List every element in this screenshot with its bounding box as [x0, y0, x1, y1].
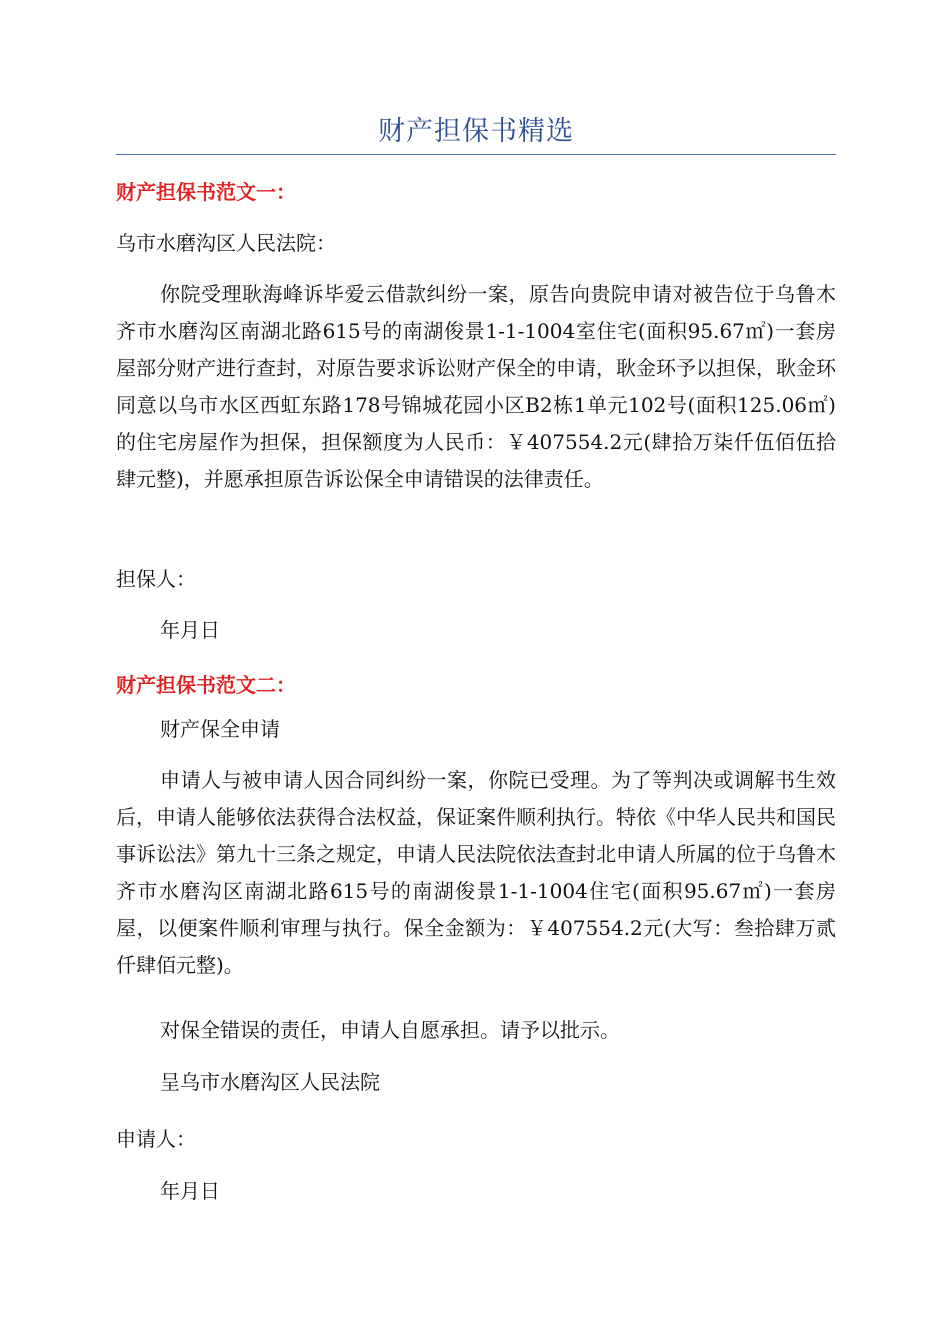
section2-addressee: 呈乌市水磨沟区人民法院	[160, 1070, 380, 1094]
section2-heading: 财产担保书范文二：	[116, 673, 296, 697]
section2-date-label: 年月日	[160, 1179, 220, 1203]
section2-body: 申请人与被申请人因合同纠纷一案，你院已受理。为了等判决或调解书生效后，申请人能够依法获得合法权益，保证案件顺利执行。特依《中华人民共和国民事诉讼法》第九十三条之规定，申请人民法院依法查封北申请人所属的位于乌鲁木齐市水磨沟区南湖北路615号的南湖俊景1-1-1004住宅(面积95.67㎡)一套房屋，以便案件顺利审理与执行。保全金额为：￥407554.2元(大写：叁拾肆万贰仟肆佰元整)。	[116, 768, 836, 977]
section1-body: 你院受理耿海峰诉毕爱云借款纠纷一案，原告向贵院申请对被告位于乌鲁木齐市水磨沟区南湖北路615号的南湖俊景1-1-1004室住宅(面积95.67㎡)一套房屋部分财产进行查封，对原告要求诉讼财产保全的申请，耿金环予以担保，耿金环同意以乌市水区西虹东路178号锦城花园小区B2栋1单元102号(面积125.06㎡)的住宅房屋作为担保，担保额度为人民币：￥407554.2元(肆拾万柒仟伍佰伍拾肆元整)，并愿承担原告诉讼保全申请错误的法律责任。	[116, 282, 836, 491]
section1-date-label: 年月日	[160, 618, 220, 642]
section2-responsibility: 对保全错误的责任，申请人自愿承担。请予以批示。	[160, 1018, 620, 1042]
title-divider	[116, 154, 836, 155]
guarantor-label: 担保人：	[116, 567, 196, 591]
document-title: 财产担保书精选	[378, 116, 574, 147]
applicant-label: 申请人：	[116, 1127, 196, 1151]
section2-subtitle: 财产保全申请	[160, 717, 280, 741]
section1-salutation: 乌市水磨沟区人民法院：	[116, 231, 336, 255]
section1-heading: 财产担保书范文一：	[116, 180, 296, 204]
